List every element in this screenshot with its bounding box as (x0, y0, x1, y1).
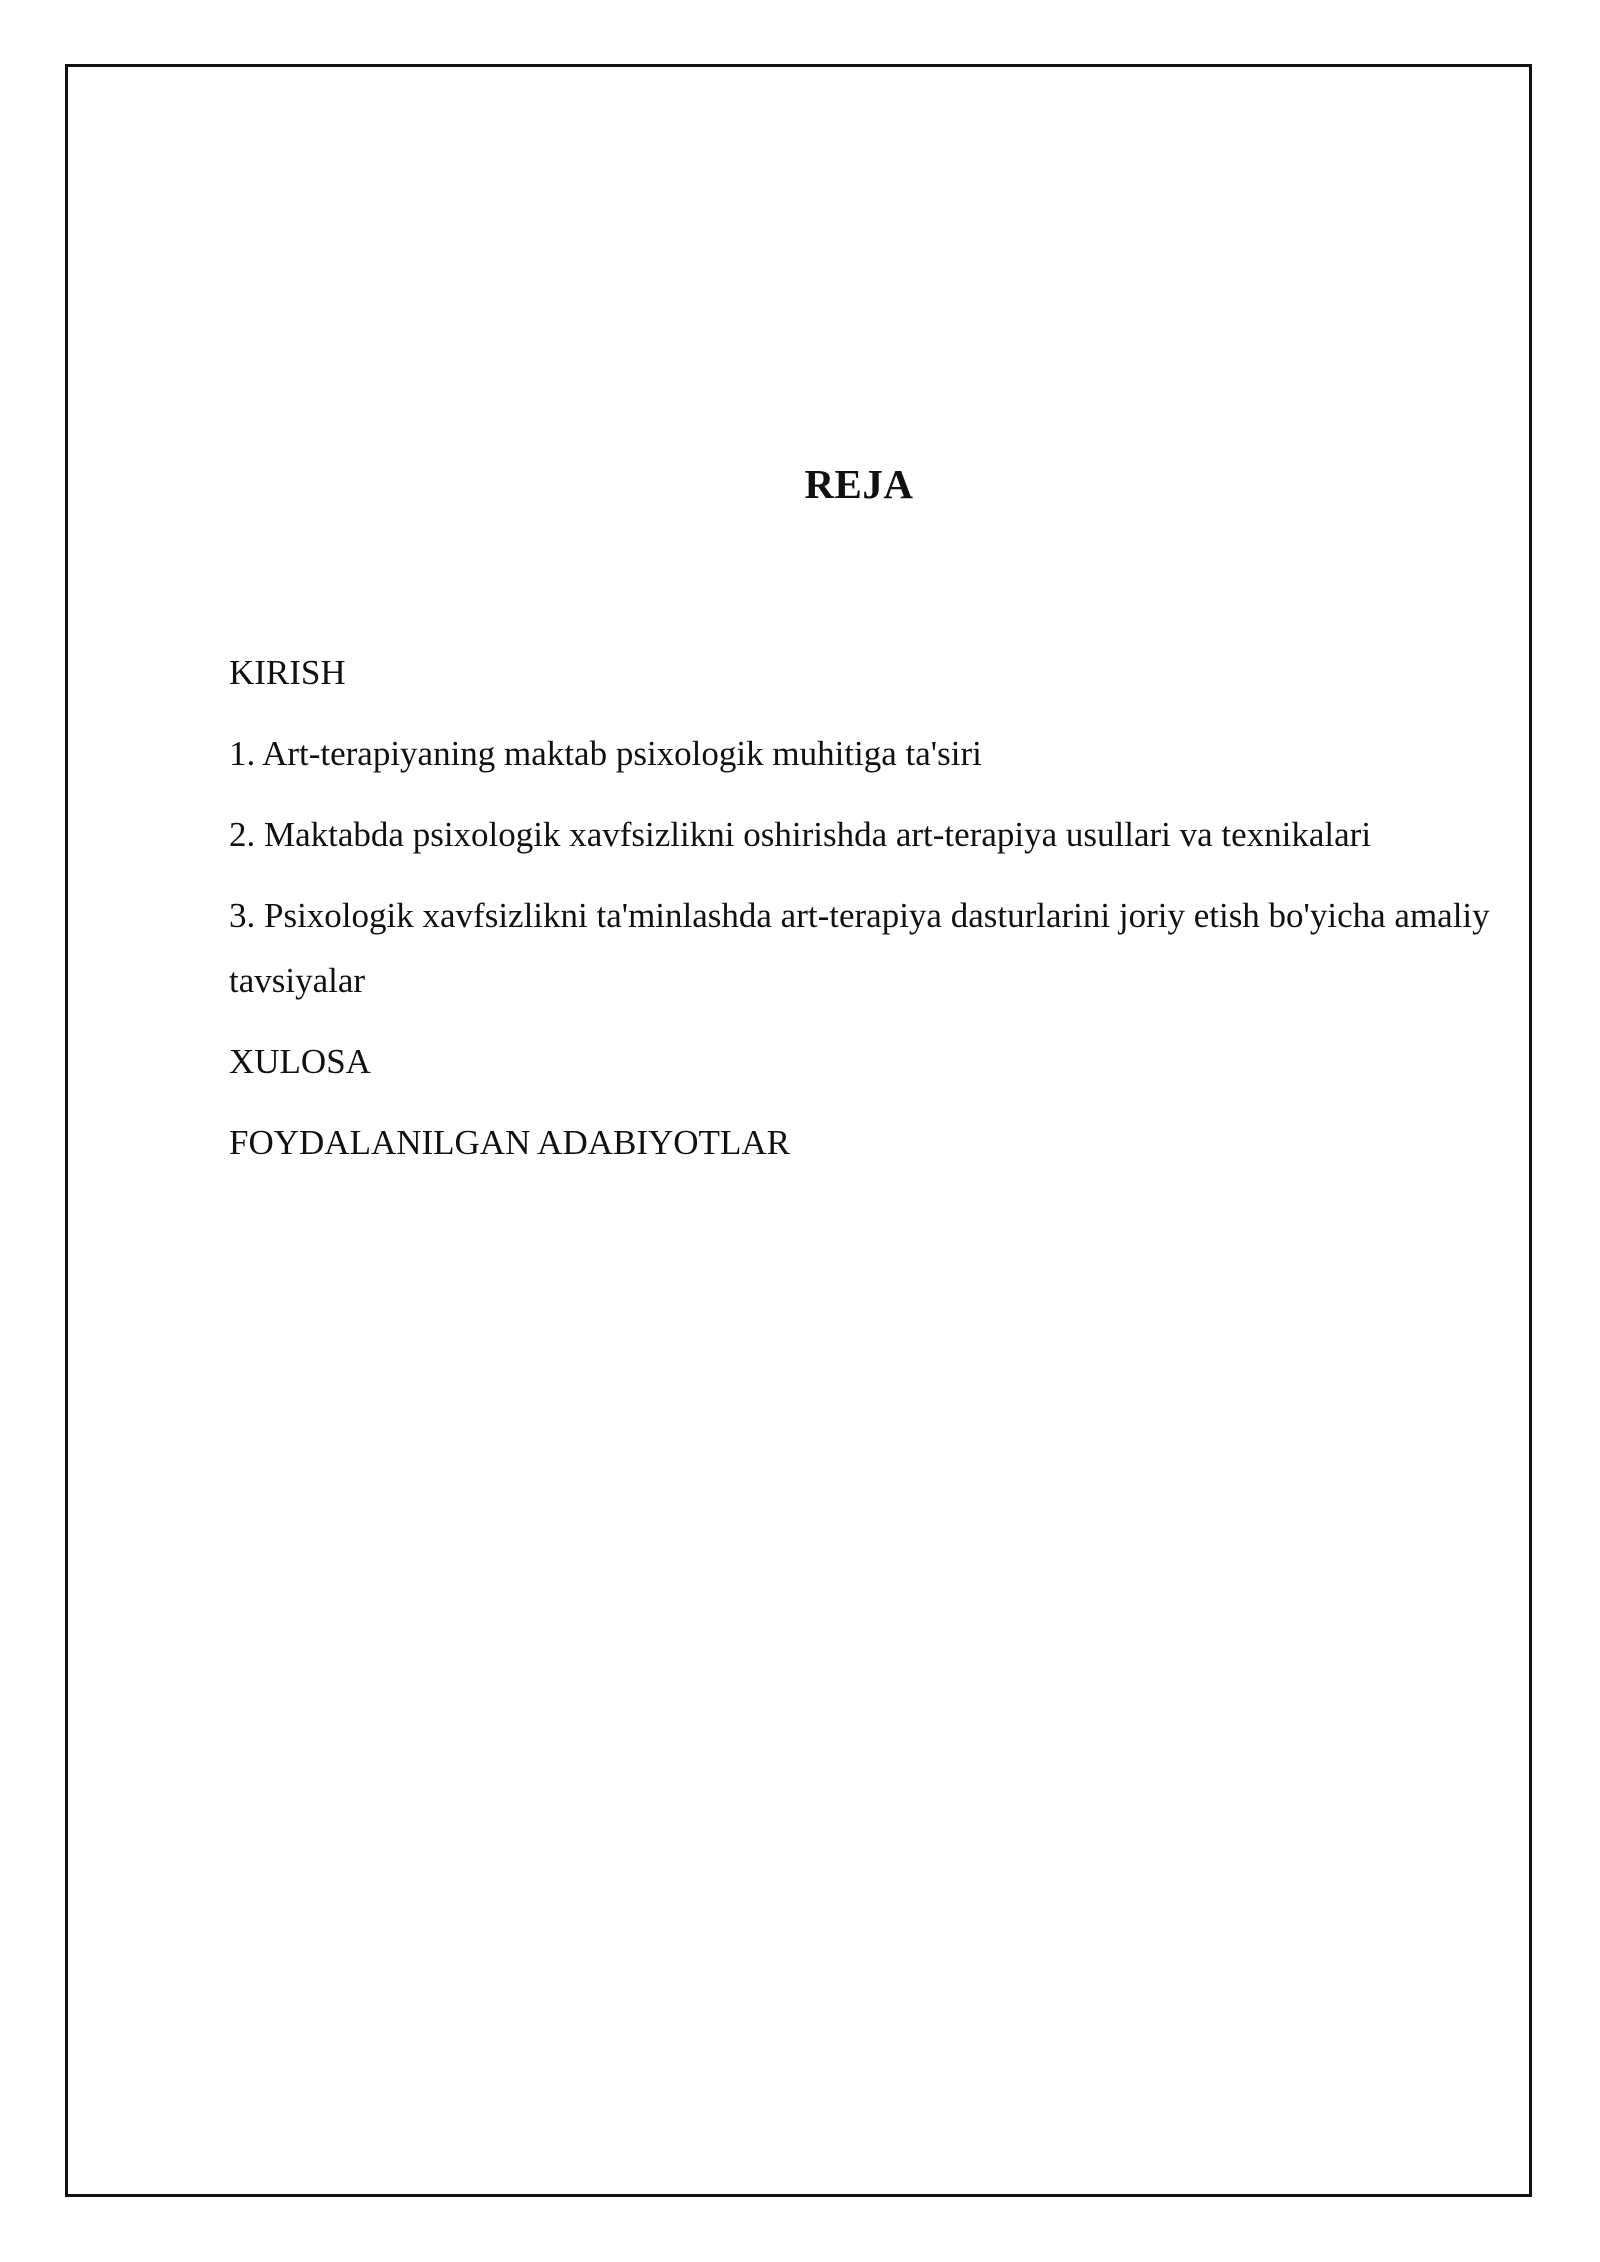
table-of-contents (229, 640, 1494, 1191)
toc-item-chapter-1: 1. Art-terapiyaning maktab psixologik muhitiga ta'siri (229, 734, 982, 773)
toc-item-conclusion: XULOSA (229, 1042, 371, 1081)
toc-item-chapter-2: 2. Maktabda psixologik xavfsizlikni oshirishda art-terapiya usullari va texnikalari (229, 815, 1372, 854)
toc-item-chapter-3: 3. Psixologik xavfsizlikni ta'minlashda art-terapiya dasturlarini joriy etish bo'yicha amaliy tavsiyalar (229, 896, 1490, 1000)
toc-item-references: FOYDALANILGAN ADABIYOTLAR (229, 1123, 790, 1162)
page-title: REJA (804, 461, 914, 507)
toc-item-introduction: KIRISH (229, 653, 346, 692)
